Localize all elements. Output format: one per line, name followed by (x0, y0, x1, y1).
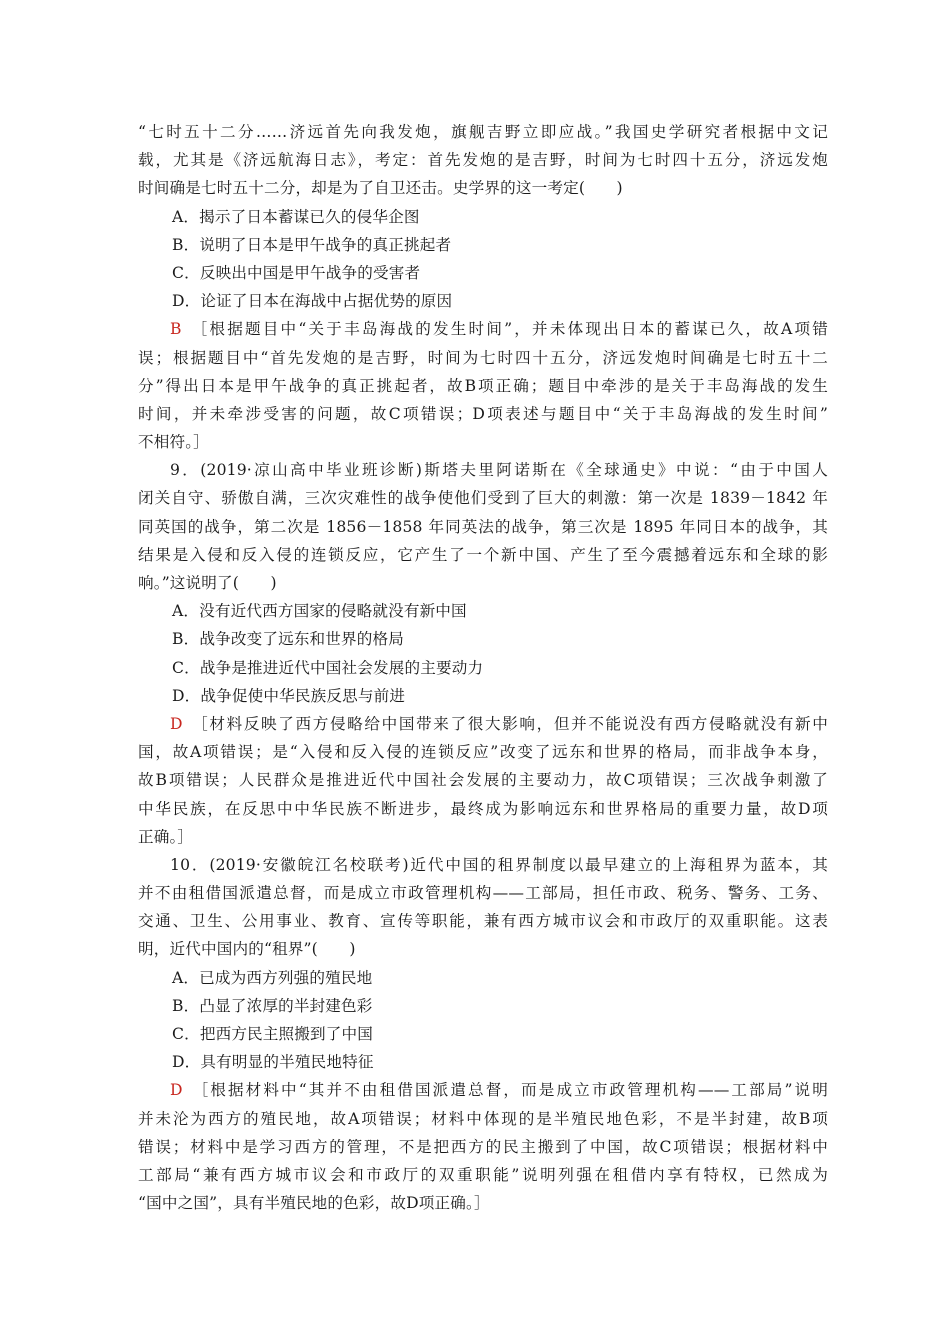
explanation-line: 误；根据题目中“首先发炮的是吉野，时间为七时四十五分，济远发炮时间确是七时五十二 (138, 348, 828, 367)
explanation-line: 分”得出日本是甲午战争的真正挑起者，故B项正确；题目中牵涉的是关于丰岛海战的发生 (138, 376, 828, 395)
option-d: D．战争促使中华民族反思与前进 (172, 686, 406, 705)
option-c: C．把西方民主照搬到了中国 (172, 1025, 374, 1043)
option-c: C．战争是推进近代中国社会发展的主要动力 (172, 658, 484, 677)
answer-letter: D (170, 714, 183, 733)
question-stem-line: 闭关自守、骄傲自满，三次灾难性的战争使他们受到了巨大的刺激：第一次是 1839－1842 年 (138, 489, 828, 508)
explanation-text: ［根据材料中“其并不由租借国派遣总督，而是成立市政管理机构——工部局”说明 (190, 1081, 828, 1100)
explanation-line: 中华民族，在反思中中华民族不断进步，最终成为影响远东和世界格局的重要力量，故D项 (138, 799, 828, 818)
option-d: D．具有明显的半殖民地特征 (172, 1053, 374, 1072)
question-stem-line: 交通、卫生、公用事业、教育、宣传等职能，兼有西方城市议会和市政厅的双重职能。这表 (138, 912, 828, 931)
explanation-line: 国，故A项错误；是“入侵和反入侵的连锁反应”改变了远东和世界的格局，而非战争本身， (138, 743, 828, 762)
option-a: A．已成为西方列强的殖民地 (172, 968, 373, 987)
question-stem-line: 同英国的战争，第二次是 1856－1858 年同英法的战争，第三次是 1895 年同日本的战争，其 (138, 517, 828, 536)
option-a: A．没有近代西方国家的侵略就没有新中国 (172, 602, 467, 621)
option-a: A．揭示了日本蓄谋已久的侵华企图 (172, 207, 420, 226)
question-stem-line: 并不由租借国派遣总督，而是成立市政管理机构——工部局，担任市政、税务、警务、工务、 (138, 884, 828, 903)
option-d: D．论证了日本在海战中占据优势的原因 (172, 292, 453, 311)
question-stem-line: “七时五十二分……济远首先向我发炮，旗舰吉野立即应战。”我国史学研究者根据中文记 (138, 123, 828, 141)
question-stem-line: 载，尤其是《济远航海日志》，考定：首先发炮的是吉野，时间为七时四十五分，济远发炮 (138, 151, 828, 170)
question-stem-line: 时间确是七时五十二分，却是为了自卫还击。史学界的这一考定( ) (138, 179, 623, 198)
question-stem-line: 明，近代中国内的“租界”( ) (138, 940, 356, 959)
explanation-line: 不相符。］ (138, 433, 209, 452)
question-stem-line: 10．(2019·安徽皖江名校联考)近代中国的租界制度以最早建立的上海租界为蓝本，其 (170, 855, 828, 874)
question-8 (138, 118, 828, 456)
explanation-line (138, 710, 828, 738)
option-b: B．战争改变了远东和世界的格局 (172, 630, 405, 649)
question-10 (138, 851, 828, 1217)
question-9 (138, 456, 828, 851)
option-b: B．说明了日本是甲午战争的真正挑起者 (172, 235, 452, 254)
answer-letter: B (170, 320, 182, 339)
option-c: C．反映出中国是甲午战争的受害者 (172, 263, 421, 282)
question-stem-line: 响。”这说明了( ) (138, 574, 277, 592)
explanation-line: “国中之国”，具有半殖民地的色彩，故D项正确。］ (138, 1194, 490, 1213)
document-page (138, 118, 828, 1217)
explanation-line (138, 315, 828, 343)
explanation-line: 故B项错误；人民群众是推进近代中国社会发展的主要动力，故C项错误；三次战争刺激了 (138, 771, 828, 790)
answer-letter: D (170, 1081, 183, 1100)
explanation-line: 工部局“兼有西方城市议会和市政厅的双重职能”说明列强在租借内享有特权，已然成为 (138, 1165, 828, 1184)
question-stem-line: 结果是入侵和反入侵的连锁反应，它产生了一个新中国、产生了至今震撼着远东和全球的影 (138, 545, 828, 564)
explanation-line (138, 1076, 828, 1104)
explanation-text: ［根据题目中“关于丰岛海战的发生时间”，并未体现出日本的蓄谋已久，故A项错 (189, 320, 828, 339)
option-b: B．凸显了浓厚的半封建色彩 (172, 996, 373, 1015)
explanation-line: 时间，并未牵涉受害的问题，故C项错误；D项表述与题目中“关于丰岛海战的发生时间” (138, 404, 828, 423)
explanation-line: 并未沦为西方的殖民地，故A项错误；材料中体现的是半殖民地色彩，不是半封建，故B项 (138, 1109, 828, 1128)
question-stem-line: 9．(2019·凉山高中毕业班诊断)斯塔夫里阿诺斯在《全球通史》中说：“由于中国人 (170, 461, 828, 480)
explanation-text: ［材料反映了西方侵略给中国带来了很大影响，但并不能说没有西方侵略就没有新中 (190, 714, 828, 733)
explanation-line: 错误；材料中是学习西方的管理，不是把西方的民主搬到了中国，故C项错误；根据材料中 (138, 1137, 828, 1156)
explanation-line: 正确。］ (138, 827, 194, 846)
